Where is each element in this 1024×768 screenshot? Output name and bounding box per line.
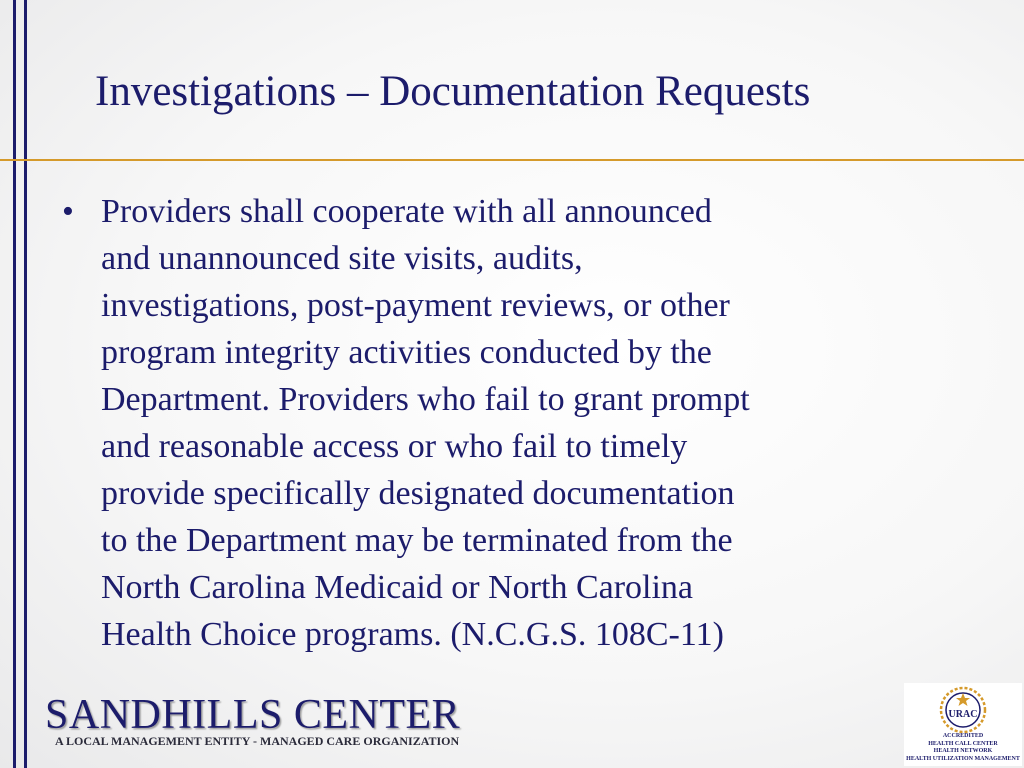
bullet-line: to the Department may be terminated from the: [101, 522, 733, 559]
bullet-item: [62, 188, 962, 658]
slide-body: [62, 188, 962, 658]
urac-mark: URAC: [948, 709, 978, 720]
slide-title: Investigations – Documentation Requests: [95, 68, 811, 115]
urac-line: HEALTH CALL CENTER: [928, 740, 998, 747]
bullet-line: program integrity activities conducted by the: [101, 334, 712, 371]
bullet-line: Health Choice programs. (N.C.G.S. 108C-11): [101, 616, 724, 653]
bullet-line: Department. Providers who fail to grant prompt: [101, 381, 750, 418]
urac-line: HEALTH UTILIZATION MANAGEMENT: [906, 755, 1020, 762]
logo-name: SANDHILLS CENTER: [45, 692, 461, 738]
urac-caption: [904, 733, 1022, 763]
bullet-icon: •: [62, 193, 74, 230]
bullet-line: provide specifically designated documentation: [101, 475, 735, 512]
urac-seal: [904, 683, 1022, 766]
urac-line: ACCREDITED: [942, 733, 984, 739]
title-divider: [0, 159, 1024, 161]
bullet-line: and reasonable access or who fail to timely: [101, 428, 688, 465]
sandhills-logo: [45, 692, 515, 748]
left-border-line: [13, 0, 16, 768]
bullet-line: North Carolina Medicaid or North Carolina: [101, 569, 694, 606]
left-border-line-inner: [24, 0, 27, 768]
urac-line: HEALTH NETWORK: [933, 748, 993, 754]
urac-seal-icon: [938, 685, 988, 733]
logo-tagline: A LOCAL MANAGEMENT ENTITY - MANAGED CARE ORGANIZATION: [55, 734, 460, 748]
bullet-line: and unannounced site visits, audits,: [101, 240, 583, 277]
bullet-line: investigations, post-payment reviews, or other: [101, 287, 730, 324]
bullet-line: Providers shall cooperate with all announced: [101, 193, 712, 230]
